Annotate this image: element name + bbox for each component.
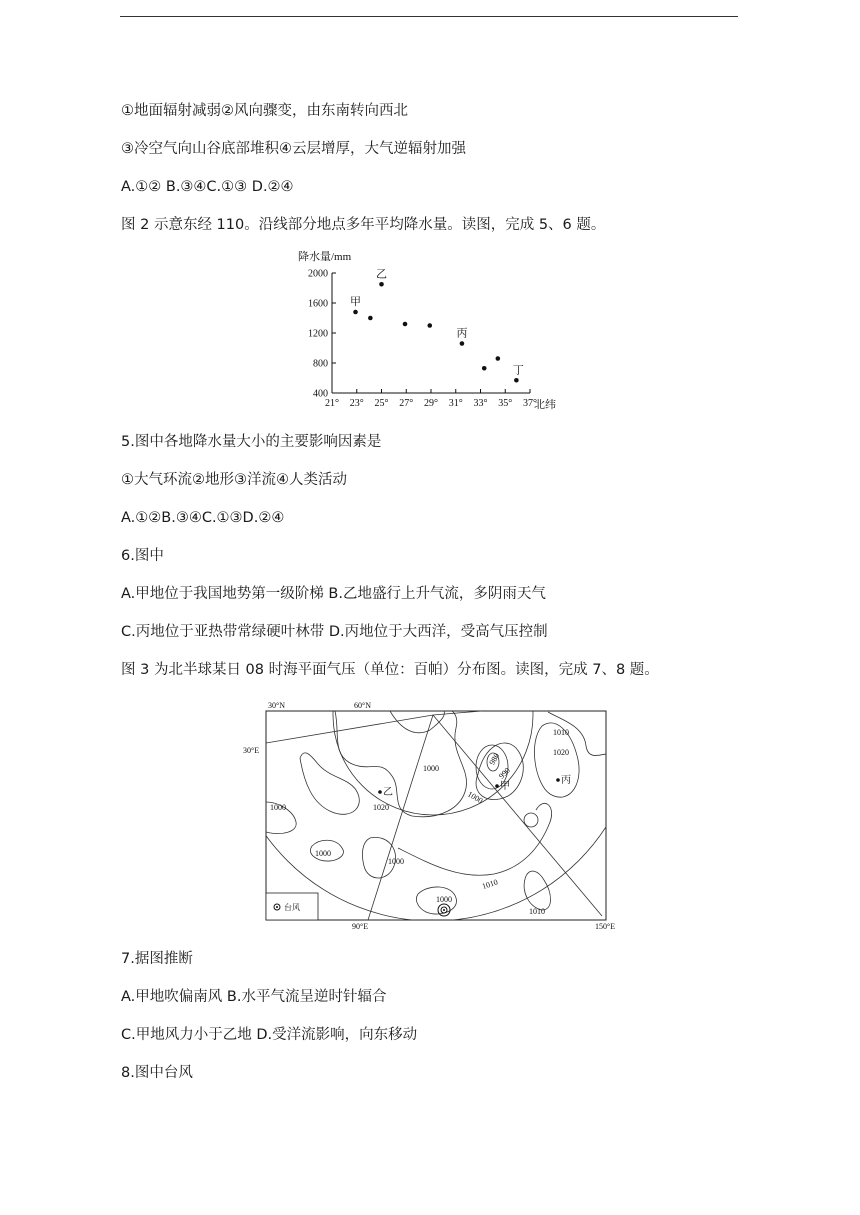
isobar-label: 1000 <box>315 849 331 858</box>
lon-label-90e: 90°E <box>352 922 369 931</box>
figure2-intro: 图 2 示意东经 110。沿线部分地点多年平均降水量。读图，完成 5、6 题。 <box>121 217 606 233</box>
data-point <box>427 323 432 328</box>
lat-label-30n: 30°N <box>268 701 285 710</box>
meridian-30e <box>266 715 433 743</box>
question-6: 6.图中 <box>121 548 164 564</box>
answer-choices-q6-ab: A.甲地位于我国地势第一级阶梯 B.乙地盛行上升气流，多阴雨天气 <box>121 586 546 602</box>
x-tick-label: 31° <box>448 398 463 409</box>
x-tick-label: 21° <box>325 398 339 409</box>
isobar-1010-se <box>524 871 550 910</box>
header-rule <box>120 16 738 17</box>
answer-choices-q7-ab: A.甲地吹偏南风 B.水平气流呈逆时针辐合 <box>121 989 387 1005</box>
data-point <box>403 322 408 327</box>
sea-level-pressure-map <box>240 698 630 934</box>
precipitation-scatter-chart <box>290 248 560 416</box>
y-axis-label: 降水量/mm <box>298 251 352 263</box>
isobar-label: 1010 <box>553 728 569 737</box>
data-point <box>482 366 487 371</box>
data-point <box>460 341 465 346</box>
data-point <box>353 310 358 315</box>
isobar-label: 1000 <box>388 857 404 866</box>
data-point <box>368 316 373 321</box>
x-tick-label: 27° <box>399 398 414 409</box>
data-point-label: 丙 <box>456 327 468 340</box>
question-options-line-1: ①地面辐射减弱②风向骤变，由东南转向西北 <box>121 103 408 119</box>
place-label-yi: 乙 <box>383 787 393 798</box>
x-tick-label: 29° <box>424 398 438 409</box>
place-label-jia: 甲 <box>500 781 510 792</box>
x-axis-label: 北纬 <box>534 399 556 411</box>
answer-choices-q7-cd: C.甲地风力小于乙地 D.受洋流影响，向东移动 <box>121 1027 418 1043</box>
isobar-label: 980 <box>487 751 502 767</box>
isobar-1000-center <box>335 711 467 817</box>
latitude-circle-30 <box>240 698 630 921</box>
y-tick-label: 800 <box>313 358 328 370</box>
data-point <box>514 378 519 383</box>
isobar-upper <box>390 711 444 733</box>
isobar-label: 1000 <box>423 764 439 773</box>
y-tick-label: 2000 <box>308 268 328 280</box>
isobar-1020-west <box>300 753 359 814</box>
lon-label-30e: 30°E <box>243 746 260 755</box>
answer-choices-q5: A.①②B.③④C.①③D.②④ <box>121 510 285 526</box>
isobar-label: 1020 <box>373 803 389 812</box>
place-dot-bing <box>556 778 560 782</box>
lon-label-150e: 150°E <box>595 922 616 931</box>
meridian-90e <box>368 715 433 920</box>
answer-choices-q6-cd: C.丙地位于亚热带常绿硬叶林带 D.丙地位于大西洋，受高气压控制 <box>121 624 548 640</box>
x-tick-label: 25° <box>374 398 389 409</box>
data-point-label: 乙 <box>376 268 387 281</box>
isobar-label: 1010 <box>529 907 545 916</box>
place-dot-jia <box>495 784 499 788</box>
y-tick-label: 400 <box>313 388 328 400</box>
x-tick-label: 33° <box>473 398 488 409</box>
isobar-label: 1000 <box>466 789 485 806</box>
isobar-label: 1020 <box>553 748 569 757</box>
data-point <box>379 282 384 287</box>
place-label-bing: 丙 <box>561 775 571 786</box>
isobar-label: 990 <box>497 765 512 781</box>
x-tick-label: 23° <box>349 398 364 409</box>
answer-choices-q4: A.①② B.③④C.①③ D.②④ <box>121 179 294 195</box>
meridian-north <box>433 711 482 715</box>
data-point-label: 甲 <box>350 296 362 308</box>
lat-label-60n: 60°N <box>354 701 371 710</box>
typhoon-icon <box>438 904 450 916</box>
figure3-intro: 图 3 为北半球某日 08 时海平面气压（单位：百帕）分布图。读图，完成 7、8 题。 <box>121 662 659 678</box>
isobar-small-circle <box>524 813 538 827</box>
isobar-label: 1000 <box>270 803 286 812</box>
legend-label: 台风 <box>284 903 300 912</box>
question-5: 5.图中各地降水量大小的主要影响因素是 <box>121 434 382 450</box>
y-tick-label: 1600 <box>308 298 328 310</box>
isobar-label: 1000 <box>436 895 452 904</box>
x-tick-label: 35° <box>498 398 513 409</box>
y-tick-label: 1200 <box>308 328 328 340</box>
question-8: 8.图中台风 <box>121 1065 193 1081</box>
x-tick-label: 37° <box>523 398 537 409</box>
data-point-label: 丁 <box>512 364 524 377</box>
question-7: 7.据图推断 <box>121 951 193 967</box>
meridian-150e <box>433 715 602 916</box>
question-options-line-2: ③冷空气向山谷底部堆积④云层增厚，大气逆辐射加强 <box>121 141 466 157</box>
data-point <box>496 356 501 361</box>
isobar-label: 1010 <box>480 877 499 891</box>
place-dot-yi <box>378 790 382 794</box>
question-5-options: ①大气环流②地形③洋流④人类活动 <box>121 472 347 488</box>
